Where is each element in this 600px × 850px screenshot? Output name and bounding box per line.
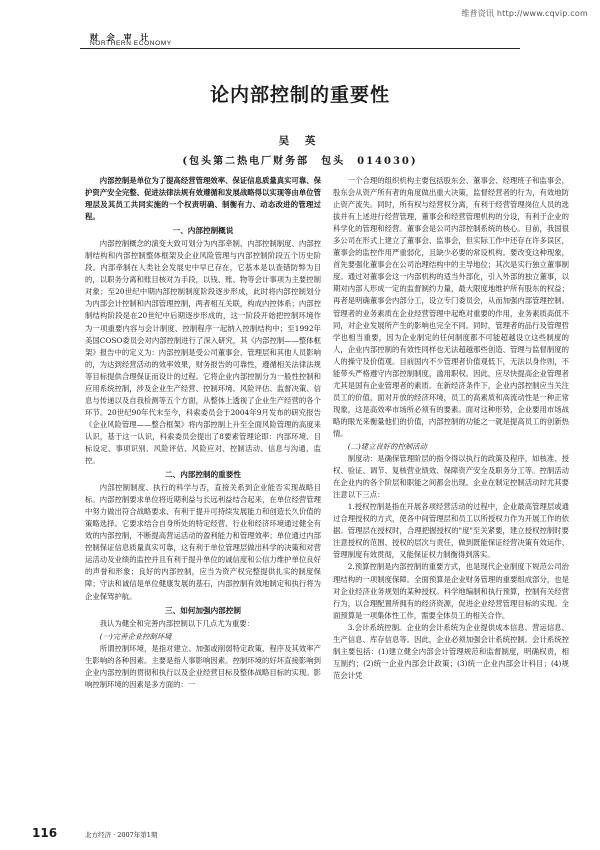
right-paragraph: 制度动：是确保管理阶层的指令得以执行的政策及程序，如核准、授权、验证、调节、复核营业绩效、保障资产安全及职务分工等。控制活动在企业内的各个阶层和职能之间都会出现。企业在制定控制活动时尤其要注意以下三点： — [333, 454, 569, 500]
masthead-section-name: 财 会 审 计 — [90, 32, 152, 42]
abstract-paragraph: 内部控制是单位为了提高经营管理效率、保证信息质量真实可靠、保护资产安全完整、促进法律法规有效遵循和发展战略得以实现等由单位管理层及其员工共同实施的一个权责明确、制衡有力、动态改进的管理过程。 — [85, 176, 321, 222]
left-section-heading: 一、内部控制概说 — [172, 226, 234, 236]
right-paragraph: 一个合理的组织机构主要包括股东会、董事会、经理班子和监事会，股东会从资产所有者的角度做出重大决策，监督经营者的行为，有效地防止资产流失。同时，所有权与经营权分离，有利于经营管理岗位人员的选拔并有上述进行经营管理，董事会和经营管理机构的分设，有利于企业的科学化的管理和经营。董事会是公司内部控制系统的核心。目前，我国很多公司在形式上建立了董事会、监事会，但实际工作中还存在许多误区，董事会的监控作用严重弱化，且缺少必要的常设机构。要改变这种现象，首先要强化董事会在公司治理结构中的主导地位；其次是实行独立董事制度。通过对董事会这一内部机构的适当外部化，引入外部的独立董事，以期对内部人形成一定的监督制约力量，最大限度地维护所有股东的权益；再者是明确董事会内部分工，设立专门委员会，从而加强内部管理控制。管理者的业务素质在企业经营管理中起绝对重要的作用，业务素质高低不同，对企业发展所产生的影响也完全不同。同时，管理者的品行及管理哲学也相当重要，因为企业制定的任何制度都不可能超越设立这些制度的人，企业内部控制的有效性同样也无法超越那些创造、管理与监督制度的人的操守及价值观。目前国内不少管理者价值观低下，无法以身作则，不能带头严格遵守内部控制制度，滥用职权。因此，应尽快提高企业管理者尤其是国有企业管理者的素质。在新经济条件下，企业内部控制应当关注员工的价值，面对开放的经济环境，员工的高素质和高流动性是一种正常现象，这是高效率市场所必须有的要素。面对这种形势，企业要用市场战略的眼光来衡量他们的价值，内部控制的功能之一就是提高员工的创新热情。 — [333, 176, 569, 438]
masthead-journal-name: NORTHERN ECONOMY — [90, 40, 172, 47]
left-paragraph: 内部控制概念的演变大致可划分为内部牵制、内部控制制度、内部控制结构和内部控制整体框架及企业风险管理与内部控制阶段五个历史阶段。内部牵制在人类社会发展史中早已存在，它基本是以查错防弊为目的，以职务分离和账目核对为手段，以钱、账、物等会计事项为主要控制对象；至20世纪中期内部控制制度阶段逐步形成，此时将内部控制划分为内部会计控制和内部管理控制，两者相互关联，构成内控体系；内部控制结构阶段是在20世纪中后期逐步形成的，这一阶段开始把控制环境作为一项重要内容与会计制度、控制程序一起纳入控制结构中；至1992年美国COSO委员会对内部控制进行了深入研究，其《内部控制——整体框架》报告中的定义为：内部控制是受公司董事会、管理层和其他人员影响的，为达到经营活动的效率效果，财务报告的可靠性，遵循相关法律法规等目标提供合理保证而设计的过程。它将企业内部控制分为一般性控制和应用系统控制，涉及企业生产经营、控制环境、风险评估、监督决策、信息与传递以及自我检测等五个方面，从整体上透视了企业生产经营的各个环节。20世纪90年代末至今，科索委员会于2004年9月发布的研究报告《企业风险管理——整合框架》将内部控制上升至全面风险管理的高度来认识，基于这一认识，科索委员会提出了8要素管理论即：内部环境、目标设定、事项识别、风险评估、风险应对、控制活动、信息与沟通、监控。 — [85, 239, 321, 466]
right-column — [333, 175, 569, 825]
right-paragraph: 2.预算控制是内部控制的重要方式，也是现代企业制度下规范公司治理结构的一项制度保障。全面预算是企业财务管理的重要组成部分，也是对企业经济业务规划的某种授权。科学地编制和执行预算，控制有关经营行为，以合理配置所拥有的经济资源，促进企业经营管理目标的实现。全面预算是一项集体性工作，需要全体员工的相关合作。 — [333, 562, 569, 620]
article-affiliation: (包头第二热电厂财务部 包头 014030) — [182, 156, 418, 167]
article-author: 吴 英 — [278, 135, 322, 147]
right-paragraph: 3.会计系统控制。企业的会计系统为企业提供成本信息、营运信息、生产信息、库存信息等。因此，企业必须加强会计系统控制。会计系统控制主要包括：(1)建立健全内部会计管理规范和监督制度，明确权责，相互制约；(2)统一企业内部会计政策；(3)统一企业内部会计科目；(4)规范会计凭 — [333, 622, 569, 680]
left-section-heading: 二、内部控制的重要性 — [165, 470, 241, 480]
left-paragraph: 内部控制制度、执行的科学与否，直接关系到企业能否实现战略目标。内部控制要求单位将近期利益与长远利益结合起来，在单位经营管理中努力做出符合战略要求、有利于提升可持续发展能力和创造长久价值的策略选择。它要求结合自身所处的特定经营、行业和经济环境通过健全有效的内部控制，不断提高营运活动的盈利能力和管理效率；单位通过内部控制保证信息质量真实可靠，这有利于单位管理层做出科学的决策和对营运活动及业绩的监控并且有利于提升单位的诚信度和公信力维护单位良好的声誉和形象；良好的内部控制，应当为资产权完整提供扎实的制度保障；守法和诚信是单位健康发展的基石，内部控制有效地制定和执行将为企业保驾护航。 — [85, 483, 321, 601]
article-title: 论内部控制的重要性 — [209, 84, 390, 106]
journal-masthead — [80, 32, 520, 50]
left-section-heading: 三、如何加强内部控制 — [165, 605, 241, 615]
page-number: 116 — [32, 826, 58, 840]
left-paragraph: 我认为健全和完善内部控制以下几点尤为重要： — [99, 618, 254, 628]
left-column — [85, 175, 321, 820]
left-subsection-heading: (一)完善企业控制环境 — [99, 631, 172, 641]
site-watermark: 维普资讯 http://www.cqvip.com — [461, 9, 588, 18]
journal-footer: 北方经济 · 2007年第1期 — [85, 831, 158, 839]
left-paragraph: 所谓控制环境，是指对建立、加强或削弱特定政策、程序及其效率产生影响的各种因素。主要是指人事影响因素。控制环境的好坏直接影响到企业内部控制的贯彻和执行以及企业经营目标及整体战略目标的实现。影响控制环境的因素是多方面的：一 — [85, 643, 321, 689]
right-paragraph: 1.授权控制是指在开展各项经营活动的过程中，企业最高管理层或通过合理授权的方式，使各中间管理层和员工以所授权力作为开展工作的依据。管理层在授权时，合理把握授权的"度"至关紧要，建立授权控制时要注意授权的范围、授权的层次与责任，做到既能保证经营决策有效运作、管理制度有效贯彻，又能保证权力制衡得到落实。 — [333, 502, 569, 560]
right-subsection-heading: (二)建立良好的控制活动 — [347, 442, 427, 452]
masthead-rule — [80, 48, 520, 49]
